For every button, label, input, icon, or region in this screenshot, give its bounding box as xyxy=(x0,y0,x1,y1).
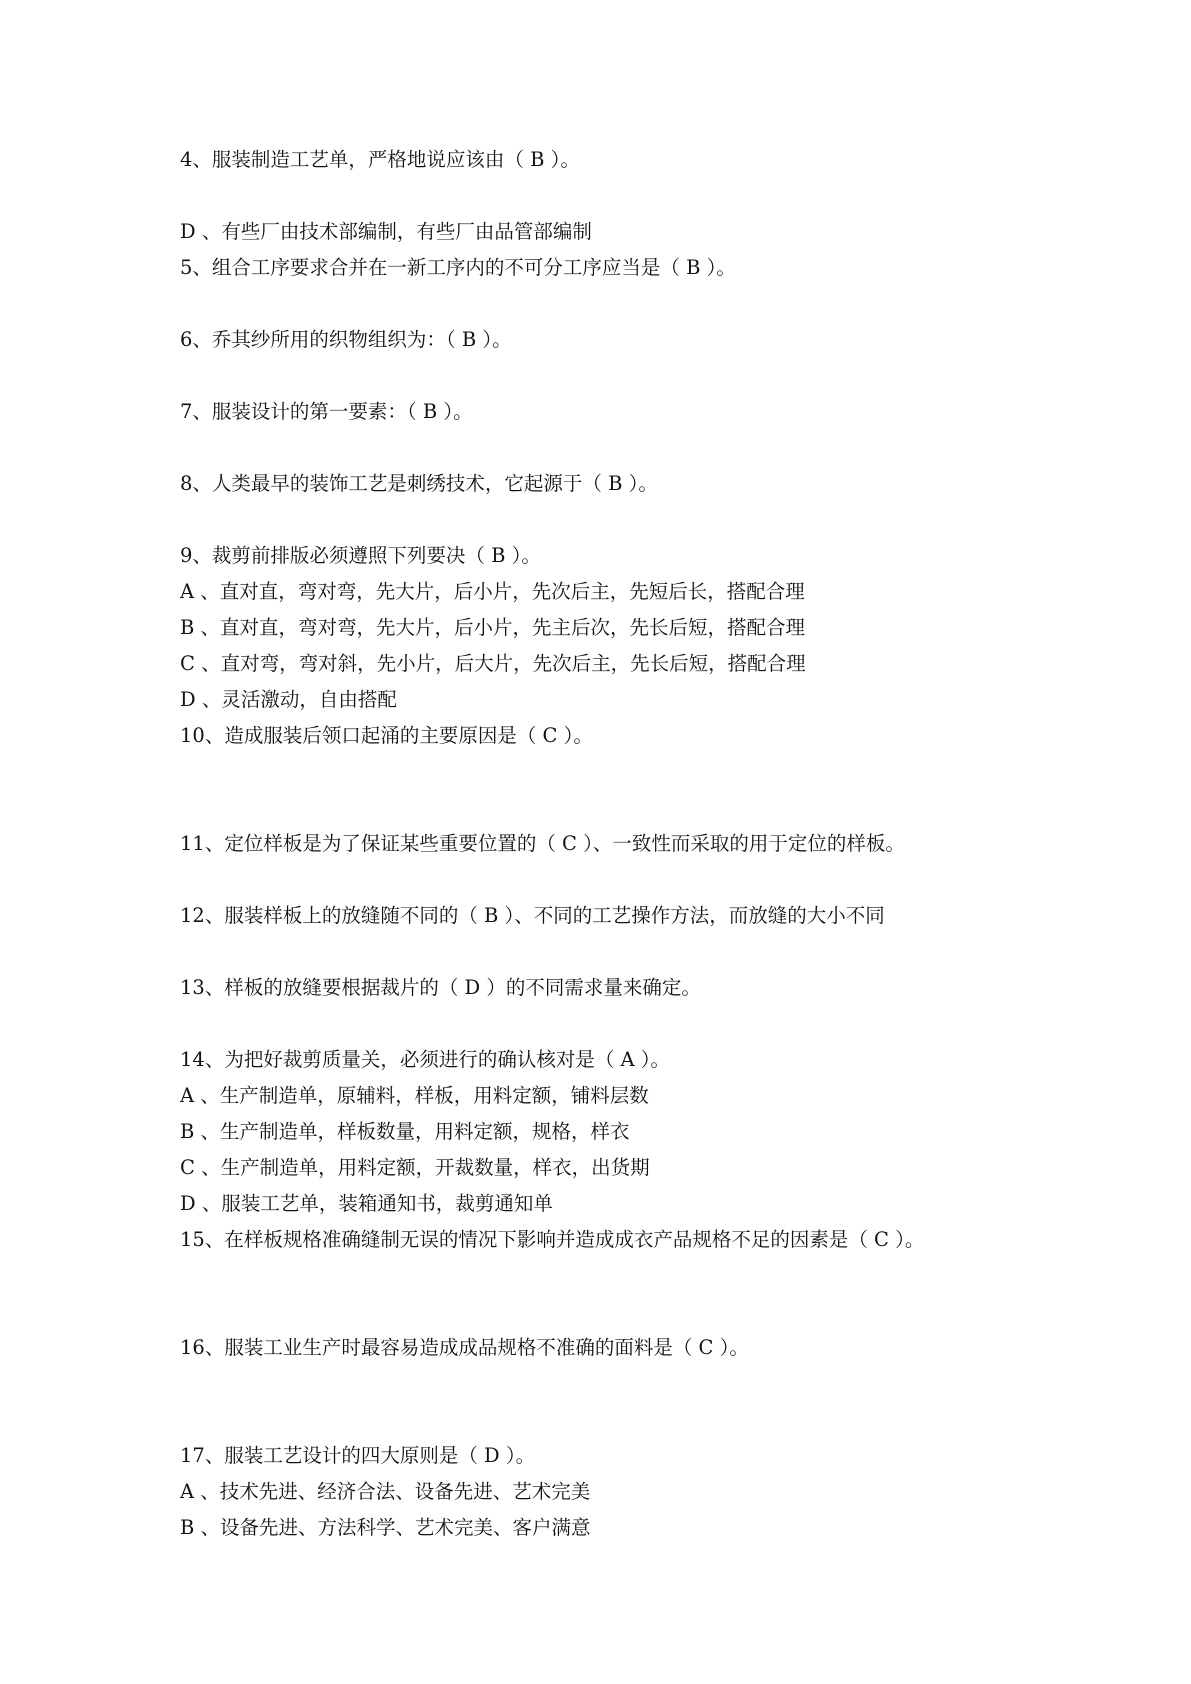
question-line: 16、服装工业生产时最容易造成成品规格不准确的面料是（ C ）。 xyxy=(180,1336,749,1359)
option-line: C 、生产制造单，用料定额，开裁数量，样衣，出货期 xyxy=(180,1156,650,1179)
question-line: 14、为把好裁剪质量关，必须进行的确认核对是（ A ）。 xyxy=(180,1048,671,1071)
options-line xyxy=(180,1402,1140,1438)
option-line: B 、直对直，弯对弯，先大片，后小片，先主后次，先长后短，搭配合理 xyxy=(180,616,806,639)
options-line xyxy=(180,862,1140,898)
question-line: 13、样板的放缝要根据裁片的（ D ）的不同需求量来确定。 xyxy=(180,976,701,999)
options-line xyxy=(180,1366,1140,1402)
question-line: 15、在样板规格准确缝制无误的情况下影响并造成成衣产品规格不足的因素是（ C ）。 xyxy=(180,1228,925,1251)
option-line: C 、直对弯，弯对斜，先小片，后大片，先次后主，先长后短，搭配合理 xyxy=(180,652,806,675)
question-line: 4、服装制造工艺单，严格地说应该由（ B ）。 xyxy=(180,148,580,171)
option-line: D 、服装工艺单，装箱通知书，裁剪通知单 xyxy=(180,1192,553,1215)
question-line: 12、服装样板上的放缝随不同的（ B ）、不同的工艺操作方法，而放缝的大小不同 xyxy=(180,904,885,927)
options-line xyxy=(180,1294,1140,1330)
question-line: 9、裁剪前排版必须遵照下列要决（ B ）。 xyxy=(180,544,541,567)
option-line: D 、有些厂由技术部编制，有些厂由品管部编制 xyxy=(180,220,592,243)
options-line xyxy=(180,1006,1140,1042)
option-line: A 、直对直，弯对弯，先大片，后小片，先次后主，先短后长，搭配合理 xyxy=(180,580,805,603)
options-line xyxy=(180,754,1140,790)
options-line xyxy=(180,502,1140,538)
options-line xyxy=(180,790,1140,826)
question-line: 17、服装工艺设计的四大原则是（ D ）。 xyxy=(180,1444,536,1467)
question-line: 10、造成服装后领口起涌的主要原因是（ C ）。 xyxy=(180,724,593,747)
option-line: D 、灵活激动，自由搭配 xyxy=(180,688,397,711)
exam-content xyxy=(180,142,1140,1546)
question-line: 5、组合工序要求合并在一新工序内的不可分工序应当是（ B ）。 xyxy=(180,256,736,279)
question-line: 8、人类最早的装饰工艺是刺绣技术，它起源于（ B ）。 xyxy=(180,472,658,495)
option-line: B 、生产制造单，样板数量，用料定额，规格，样衣 xyxy=(180,1120,630,1143)
options-line xyxy=(180,430,1140,466)
options-line xyxy=(180,178,1140,214)
question-line: 7、服装设计的第一要素：（ B ）。 xyxy=(180,400,473,423)
options-line xyxy=(180,934,1140,970)
question-line: 11、定位样板是为了保证某些重要位置的（ C ）、一致性而采取的用于定位的样板。 xyxy=(180,832,905,855)
option-line: A 、生产制造单，原辅料，样板，用料定额，铺料层数 xyxy=(180,1084,649,1107)
options-line xyxy=(180,286,1140,322)
option-line: A 、技术先进、经济合法、设备先进、艺术完美 xyxy=(180,1480,591,1503)
options-line xyxy=(180,1258,1140,1294)
question-line: 6、乔其纱所用的织物组织为：（ B ）。 xyxy=(180,328,512,351)
options-line xyxy=(180,358,1140,394)
option-line: B 、设备先进、方法科学、艺术完美、客户满意 xyxy=(180,1516,591,1539)
